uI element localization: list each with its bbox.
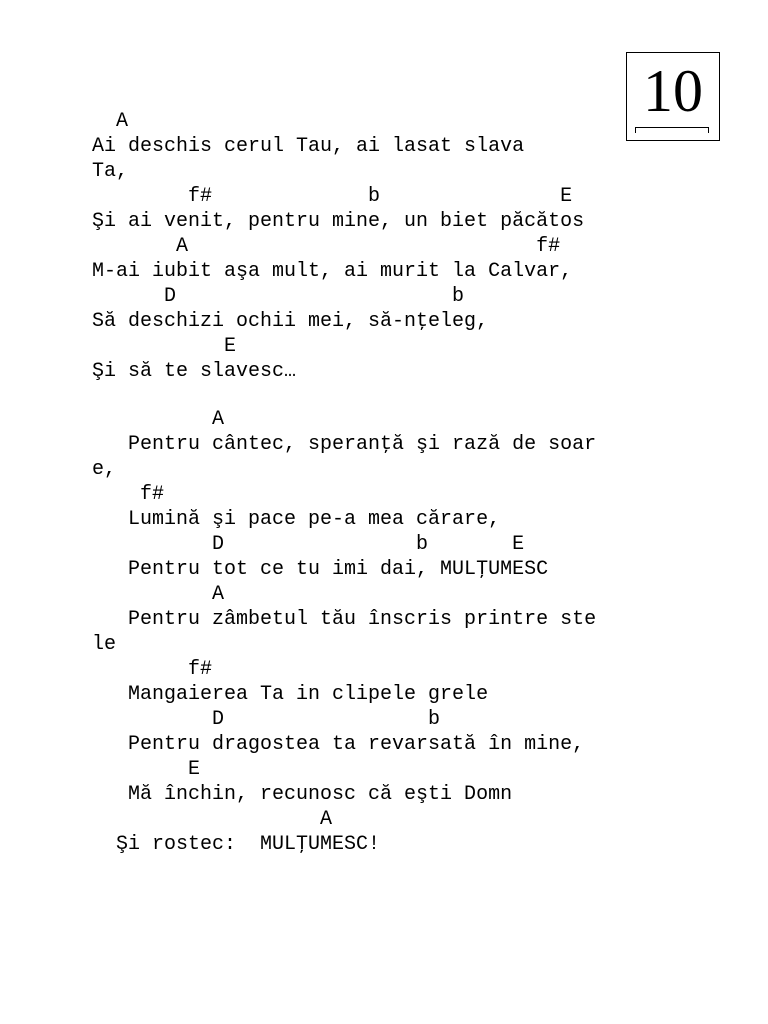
lyric-line: Mangaierea Ta in clipele grele	[92, 683, 489, 706]
lyric-line: Ta,	[92, 160, 129, 183]
song-number-box	[626, 52, 720, 141]
lyric-line: Şi rostec: MULŢUMESC!	[92, 833, 381, 856]
song-number: 10	[643, 58, 703, 124]
lyric-line: A	[92, 808, 333, 831]
number-box-underline	[635, 127, 709, 133]
lyric-line: Să deschizi ochii mei, să-nţeleg,	[92, 310, 489, 333]
lyric-line: M-ai iubit aşa mult, ai murit la Calvar,	[92, 260, 573, 283]
lyric-line: Şi ai venit, pentru mine, un biet păcătos	[92, 210, 585, 233]
lyric-line: Şi să te slavesc…	[92, 360, 297, 383]
lyric-line: A f#	[92, 235, 561, 258]
lyric-line: Pentru zâmbetul tău înscris printre ste	[92, 608, 597, 631]
lyric-line: D b E	[92, 533, 525, 556]
lyric-line: f# b E	[92, 185, 573, 208]
lyric-line: Mă închin, recunosc că eşti Domn	[92, 783, 513, 806]
lyric-line: E	[92, 758, 201, 781]
lyric-line: A	[92, 110, 129, 133]
lyric-line: Ai deschis cerul Tau, ai lasat slava	[92, 135, 525, 158]
lyric-line: e,	[92, 458, 117, 481]
lyric-line: A	[92, 583, 225, 606]
lyric-line: Pentru dragostea ta revarsată în mine,	[92, 733, 585, 756]
lyric-line: f#	[92, 658, 213, 681]
lyric-line: Lumină şi pace pe-a mea cărare,	[92, 508, 501, 531]
lyric-line: E	[92, 335, 237, 358]
lyric-line: D b	[92, 708, 441, 731]
lyric-line: f#	[92, 483, 165, 506]
lyric-line: le	[92, 633, 117, 656]
lyric-line: D b	[92, 285, 465, 308]
lyric-line: Pentru cântec, speranţă şi rază de soar	[92, 433, 597, 456]
lyric-line: Pentru tot ce tu imi dai, MULŢUMESC	[92, 558, 549, 581]
lyric-line: A	[92, 408, 225, 431]
